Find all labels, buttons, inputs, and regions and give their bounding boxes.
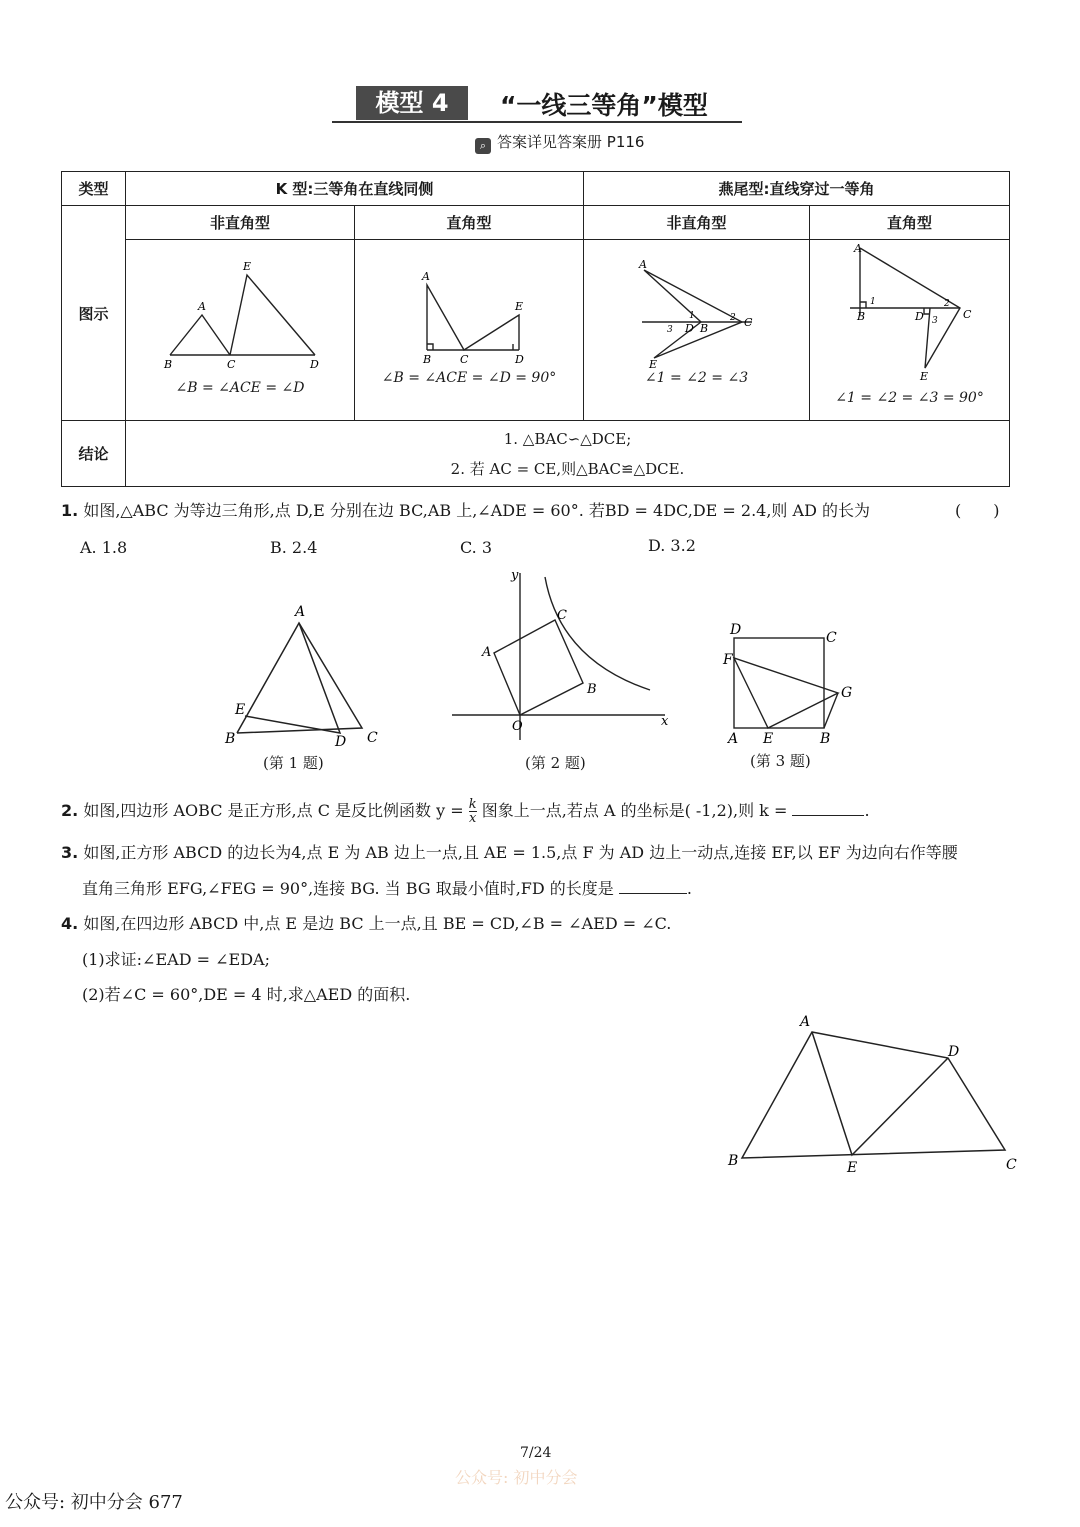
problem-2-text-b: 图象上一点,若点 A 的坐标是( -1,2),则 k = [481, 801, 788, 820]
svg-text:C: C [1006, 1157, 1017, 1173]
header-type: 类型 [62, 172, 126, 206]
swallow-right-diagram [810, 240, 1010, 390]
condition-4: ∠1 = ∠2 = ∠3 = 90° [835, 390, 984, 406]
svg-text:x: x [661, 714, 669, 729]
sub-header-non-right-k: 非直角型 [126, 206, 355, 240]
figure-problem-2 [450, 565, 675, 745]
svg-text:A: A [198, 300, 206, 313]
problem-4-part-2: (2)若∠C = 60°,DE = 4 时,求△AED 的面积. [82, 985, 411, 1004]
svg-text:E: E [763, 731, 774, 747]
problem-2: 2. 如图,四边形 AOBC 是正方形,点 C 是反比例函数 y = $\frac{k}{x}$ 图象上一点,若点 A 的坐标是( -1,2),则 k = . [61, 797, 870, 826]
problem-4 [61, 913, 1021, 935]
answer-blank-3[interactable] [619, 893, 687, 894]
svg-text:A: A [728, 731, 739, 747]
option-d: D. 3.2 [648, 536, 696, 555]
option-c: C. 3 [460, 538, 493, 557]
problem-1-text: 如图,△ABC 为等边三角形,点 D,E 分别在边 BC,AB 上,∠ADE = 60°. 若BD = 4DC,DE = 2.4,则 AD 的长为 [83, 501, 870, 520]
model-badge: 模型 4 [356, 86, 468, 120]
svg-text:2: 2 [729, 313, 736, 323]
option-a: A. 1.8 [80, 538, 128, 557]
svg-text:E: E [847, 1160, 858, 1176]
svg-text:C: C [826, 630, 837, 646]
svg-text:C: C [367, 730, 378, 746]
svg-text:C: C [743, 316, 752, 329]
header-k-type: K 型:三等角在直线同侧 [126, 172, 584, 206]
figure-problem-3 [720, 618, 860, 748]
svg-text:A: A [295, 604, 306, 620]
svg-text:C: C [963, 308, 972, 321]
svg-text:B: B [423, 353, 432, 366]
conclusion-cell [126, 421, 1010, 487]
svg-text:D: D [915, 310, 924, 323]
answer-reference: ⌕ 答案详见答案册 P116 [475, 131, 644, 154]
problem-1 [61, 500, 1001, 522]
svg-text:B: B [225, 731, 236, 747]
svg-text:C: C [557, 608, 567, 623]
header-swallow-type: 燕尾型:直线穿过一等角 [584, 172, 1010, 206]
watermark: 公众号: 初中分会 [455, 1468, 578, 1487]
svg-text:D: D [730, 622, 742, 638]
problem-1-number: 1. [61, 501, 79, 520]
caption-problem-1: (第 1 题) [263, 754, 324, 772]
problem-3-line-2: 直角三角形 EFG,∠FEG = 90°,连接 BG. 当 BG 取最小值时,FD 的长度是 [82, 879, 614, 898]
svg-text:B: B [587, 682, 597, 697]
fraction-numerator: k [468, 797, 477, 812]
svg-text:y: y [511, 568, 519, 583]
svg-text:A: A [482, 645, 492, 660]
svg-text:E: E [243, 260, 252, 273]
svg-text:B: B [857, 310, 866, 323]
svg-text:A: A [800, 1014, 811, 1030]
conclusion-2: 2. 若 AC = CE,则△BAC≌△DCE. [450, 459, 685, 478]
svg-text:D: D [310, 358, 319, 371]
problem-3 [61, 842, 1021, 864]
svg-text:1: 1 [870, 297, 876, 307]
model-table [61, 171, 1010, 487]
svg-text:3: 3 [666, 325, 673, 335]
k-non-right-diagram [130, 240, 350, 380]
source-footer: 公众号: 初中分会 677 [5, 1492, 183, 1513]
svg-text:B: B [820, 731, 831, 747]
figure-k-right [355, 240, 584, 421]
svg-text:G: G [841, 685, 853, 701]
conclusion-1: 1. △BAC∽△DCE; [503, 429, 632, 448]
svg-text:E: E [515, 300, 524, 313]
sub-header-non-right-swallow: 非直角型 [584, 206, 810, 240]
sub-header-right-k: 直角型 [355, 206, 584, 240]
svg-text:D: D [335, 734, 347, 748]
svg-text:3: 3 [932, 316, 938, 326]
figure-problem-4 [720, 1010, 1025, 1180]
row-label-conclusion: 结论 [62, 421, 126, 487]
svg-text:E: E [648, 358, 657, 370]
svg-text:C: C [460, 353, 469, 366]
condition-2: ∠B = ∠ACE = ∠D = 90° [381, 370, 557, 386]
svg-text:1: 1 [688, 311, 695, 321]
sub-header-right-swallow: 直角型 [810, 206, 1010, 240]
problem-4-text: 如图,在四边形 ABCD 中,点 E 是边 BC 上一点,且 BE = CD,∠B = ∠AED = ∠C. [83, 914, 672, 933]
problem-1-answer-paren: ( ) [955, 501, 1000, 520]
title-underline [332, 121, 742, 123]
caption-problem-3: (第 3 题) [750, 752, 811, 770]
svg-text:C: C [227, 358, 236, 371]
svg-text:A: A [422, 270, 430, 283]
problem-3-cont: 直角三角形 EFG,∠FEG = 90°,连接 BG. 当 BG 取最小值时,FD 的长度是 . [82, 879, 692, 898]
problem-4-number: 4. [61, 914, 79, 933]
page-title: “一线三等角”模型 [500, 91, 708, 120]
figure-problem-1 [215, 598, 390, 748]
svg-text:A: A [854, 242, 862, 255]
answer-blank-2[interactable] [792, 815, 864, 816]
svg-text:D: D [684, 322, 694, 335]
fraction-k-over-x [469, 798, 477, 825]
svg-text:B: B [699, 322, 708, 335]
condition-1: ∠B = ∠ACE = ∠D [175, 380, 305, 396]
caption-problem-2: (第 2 题) [525, 754, 586, 772]
row-label-figure: 图示 [62, 206, 126, 421]
problem-2-text-a: 如图,四边形 AOBC 是正方形,点 C 是反比例函数 y = [83, 801, 464, 820]
problem-4-part-1: (1)求证:∠EAD = ∠EDA; [82, 950, 270, 969]
svg-text:E: E [235, 702, 246, 718]
svg-text:B: B [164, 358, 173, 371]
figure-k-non-right [126, 240, 355, 421]
figure-swallow-right [810, 240, 1010, 421]
k-right-diagram [359, 240, 579, 370]
fraction-denominator: x [469, 811, 477, 826]
search-icon: ⌕ [475, 138, 491, 154]
problem-3-number: 3. [61, 843, 79, 862]
svg-text:D: D [948, 1044, 960, 1060]
svg-text:A: A [638, 258, 647, 271]
svg-text:B: B [728, 1153, 739, 1169]
svg-text:D: D [515, 353, 524, 366]
svg-text:O: O [512, 719, 523, 734]
figure-swallow-non-right [584, 240, 810, 421]
swallow-non-right-diagram [587, 240, 807, 370]
svg-text:F: F [723, 652, 733, 668]
condition-3: ∠1 = ∠2 = ∠3 [644, 370, 749, 386]
page-number: 7/24 [520, 1445, 552, 1461]
svg-text:2: 2 [944, 299, 950, 309]
option-b: B. 2.4 [270, 538, 318, 557]
problem-2-number: 2. [61, 801, 79, 820]
svg-text:E: E [920, 370, 929, 383]
problem-3-line-1: 如图,正方形 ABCD 的边长为4,点 E 为 AB 边上一点,且 AE = 1.5,点 F 为 AD 边上一动点,连接 EF,以 EF 为边向右作等腰 [83, 843, 958, 862]
